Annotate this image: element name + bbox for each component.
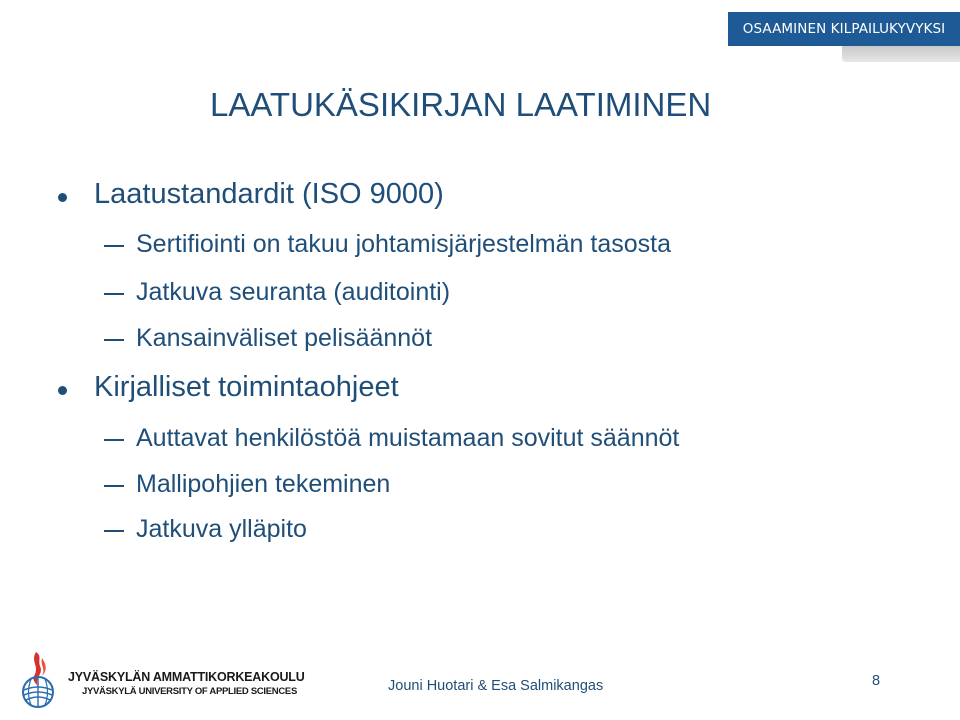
sub-item-international-rules: Kansainväliset pelisäännöt <box>136 324 433 352</box>
university-logo <box>14 648 314 710</box>
page-number: 8 <box>872 673 881 689</box>
dash-icon <box>104 530 124 532</box>
dash-icon <box>104 339 124 341</box>
bullet-icon <box>58 193 67 202</box>
top-banner: OSAAMINEN KILPAILUKYVYKSI <box>728 12 960 46</box>
sub-item-help-staff: Auttavat henkilöstöä muistamaan sovitut säännöt <box>136 424 680 452</box>
bullet-icon <box>58 386 67 395</box>
slide-title: LAATUKÄSIKIRJAN LAATIMINEN <box>210 86 712 123</box>
dash-icon <box>104 485 124 487</box>
sub-item-certification: Sertifiointi on takuu johtamisjärjestelmän tasosta <box>136 230 671 258</box>
dash-icon <box>104 293 124 295</box>
footer-author: Jouni Huotari & Esa Salmikangas <box>388 678 604 694</box>
sub-item-auditing: Jatkuva seuranta (auditointi) <box>136 278 451 306</box>
logo-name: JYVÄSKYLÄN AMMATTIKORKEAKOULU <box>68 670 305 684</box>
dash-icon <box>104 245 124 247</box>
logo-subtitle: JYVÄSKYLÄ UNIVERSITY OF APPLIED SCIENCES <box>82 686 297 697</box>
sub-item-maintenance: Jatkuva ylläpito <box>136 515 307 543</box>
dash-icon <box>104 439 124 441</box>
bullet-heading-standards: Laatustandardit (ISO 9000) <box>94 178 444 210</box>
bullet-heading-written-instructions: Kirjalliset toimintaohjeet <box>94 371 399 403</box>
banner-shadow <box>842 46 960 62</box>
sub-item-templates: Mallipohjien tekeminen <box>136 470 391 498</box>
university-emblem-icon <box>14 648 66 710</box>
